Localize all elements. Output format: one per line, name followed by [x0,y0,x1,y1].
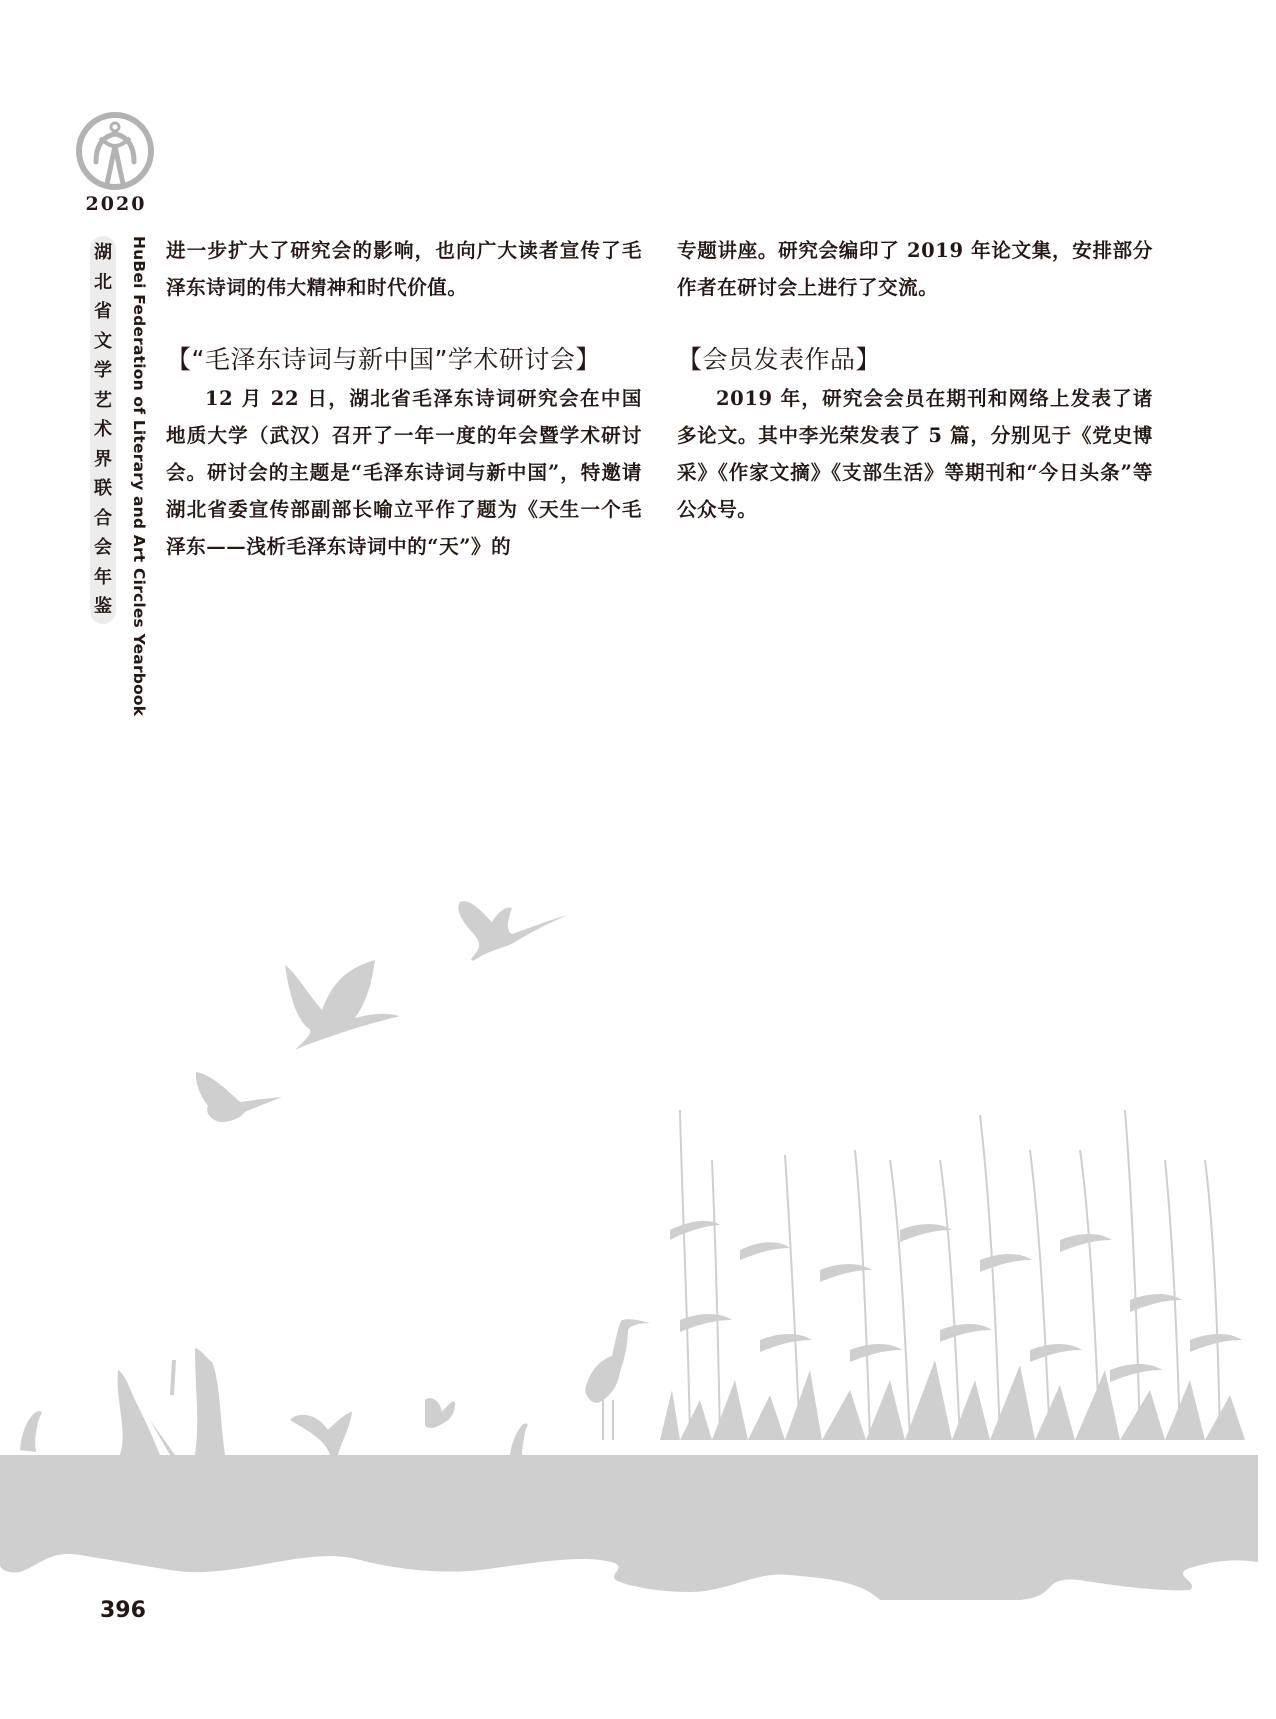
sidebar-char: 会 [94,537,112,558]
sidebar-char: 年 [94,566,112,588]
sidebar-char: 学 [94,360,112,381]
bird-spread-wings-icon [290,1412,352,1455]
right-intro-paragraph: 专题讲座。研究会编印了 2019 年论文集，安排部分作者在研讨会上进行了交流。 [677,239,1153,299]
symposium-paragraph: 12 月 22 日，湖北省毛泽东诗词研究会在中国地质大学（武汉）召开了一年一度的年会暨学术研讨会。研讨会的主题是“毛泽东诗词与新中国”，特邀请湖北省委宣传部副部长喻立平作了题为《天生一个毛泽东——浅析毛泽东诗词中的“天”》的 [166,387,642,558]
section-heading-symposium: 【“毛泽东诗词与新中国”学术研讨会】 [166,345,601,374]
sidebar-title-english [130,236,150,717]
sidebar-title-chinese [90,236,116,624]
flying-crane-icon [458,901,568,960]
cormorant-icon [20,1411,42,1452]
sidebar-char: 联 [94,478,112,499]
cormorant-icon [510,1424,528,1455]
wetland-illustration [0,880,1276,1600]
sidebar-char: 省 [94,301,112,322]
section-heading-member-works: 【会员发表作品】 [677,345,882,374]
sidebar-char: 艺 [94,389,112,411]
sidebar-char: 北 [94,271,112,293]
flying-bird-icon [196,1072,282,1122]
sidebar-char: 合 [94,507,112,529]
yearbook-year: 2020 [85,193,147,215]
member-works-paragraph: 2019 年，研究会会员在期刊和网络上发表了诸多论文。其中李光荣发表了 5 篇，分别见于《党史博采》《作家文摘》《支部生活》等期刊和“今日头条”等公众号。 [677,387,1153,521]
sidebar-char: 鉴 [94,596,112,617]
reeds-icon [680,1110,1220,1440]
sidebar-char: 文 [94,330,112,352]
yearbook-emblem-icon [74,110,156,192]
right-column [677,232,1153,528]
left-intro-paragraph: 进一步扩大了研究会的影响，也向广大读者宣传了毛泽东诗词的伟大精神和时代价值。 [166,239,642,299]
flying-crane-icon [285,960,400,1050]
sidebar-char: 术 [94,419,112,440]
page-number: 396 [100,1598,146,1623]
sidebar-char: 界 [94,448,112,470]
land-band [0,1455,1258,1600]
bird-landing-icon [425,1398,455,1428]
grass-clump [660,1360,1245,1440]
sidebar-title-english-text: HuBei Federation of Literary and Art Circles Yearbook [130,236,148,717]
tree-stump-icon [195,1348,225,1455]
heron-icon [585,1319,650,1440]
left-column [166,232,642,565]
sidebar-char: 湖 [94,242,112,263]
tree-stump-icon [118,1370,160,1455]
